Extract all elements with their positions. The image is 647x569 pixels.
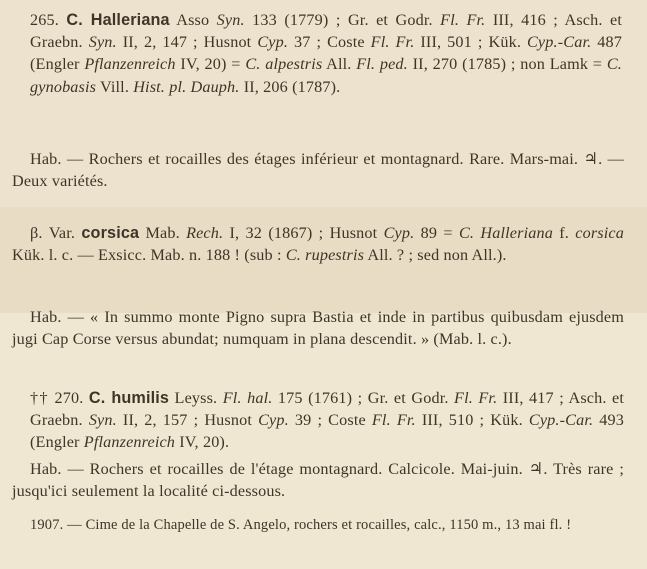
var-corsica-habitat: Hab. — « In summo monte Pigno supra Bastia et inde in partibus quibusdam ejusdem jugi Cap Corse versus abundat; numquam in plana descendit. » (Mab. l. c.).: [12, 308, 624, 349]
entry-265-citation: 265. C. Halleriana Asso Syn. 133 (1779) ; Gr. et Godr. Fl. Fr. III, 416 ; Asch. et Graebn. Syn. II, 2, 147 ; Husnot Cyp. 37 ; Coste Fl. Fr. III, 501 ; Kük. Cyp.-Car. 487 (Engler Pflanzenreich IV, 20) = C. alpestris All. Fl. ped. II, 270 (1785) ; non Lamk = C. gynobasis Vill. Hist. pl. Dauph. II, 206 (1787).: [30, 11, 623, 96]
entry-number: †† 270.: [30, 389, 89, 407]
entry-number: 265.: [30, 11, 67, 29]
species-name: C. humilis: [88, 389, 170, 407]
entry-270-habitat: Hab. — Rochers et rocailles de l'étage montagnard. Calcicole. Mai-juin. ♃. Très rare ; jusqu'ici seulement la localité ci-dessous.: [12, 460, 624, 501]
locality-note: 1907. — Cime de la Chapelle de S. Angelo, rochers et rocailles, calc., 1150 m., 13 mai fl. !: [30, 517, 572, 533]
var-corsica-citation: β. Var. corsica Mab. Rech. I, 32 (1867) ; Husnot Cyp. 89 = C. Halleriana f. corsica Kük. l. c. — Exsicc. Mab. n. 188 ! (sub : C. rupestris All. ? ; sed non All.).: [12, 224, 624, 265]
variety-marker: β. Var.: [30, 224, 82, 242]
variety-name: corsica: [81, 224, 140, 242]
entry-270-citation: †† 270. C. humilis Leyss. Fl. hal. 175 (1761) ; Gr. et Godr. Fl. Fr. III, 417 ; Asch. et Graebn. Syn. II, 2, 157 ; Husnot Cyp. 39 ; Coste Fl. Fr. III, 510 ; Kük. Cyp.-Car. 493 (Engler Pflanzenreich IV, 20).: [30, 389, 625, 452]
species-name: C. Halleriana: [66, 11, 170, 29]
entry-265-habitat: Hab. — Rochers et rocailles des étages inférieur et montagnard. Rare. Mars-mai. ♃. — Deux variétés.: [12, 150, 624, 191]
